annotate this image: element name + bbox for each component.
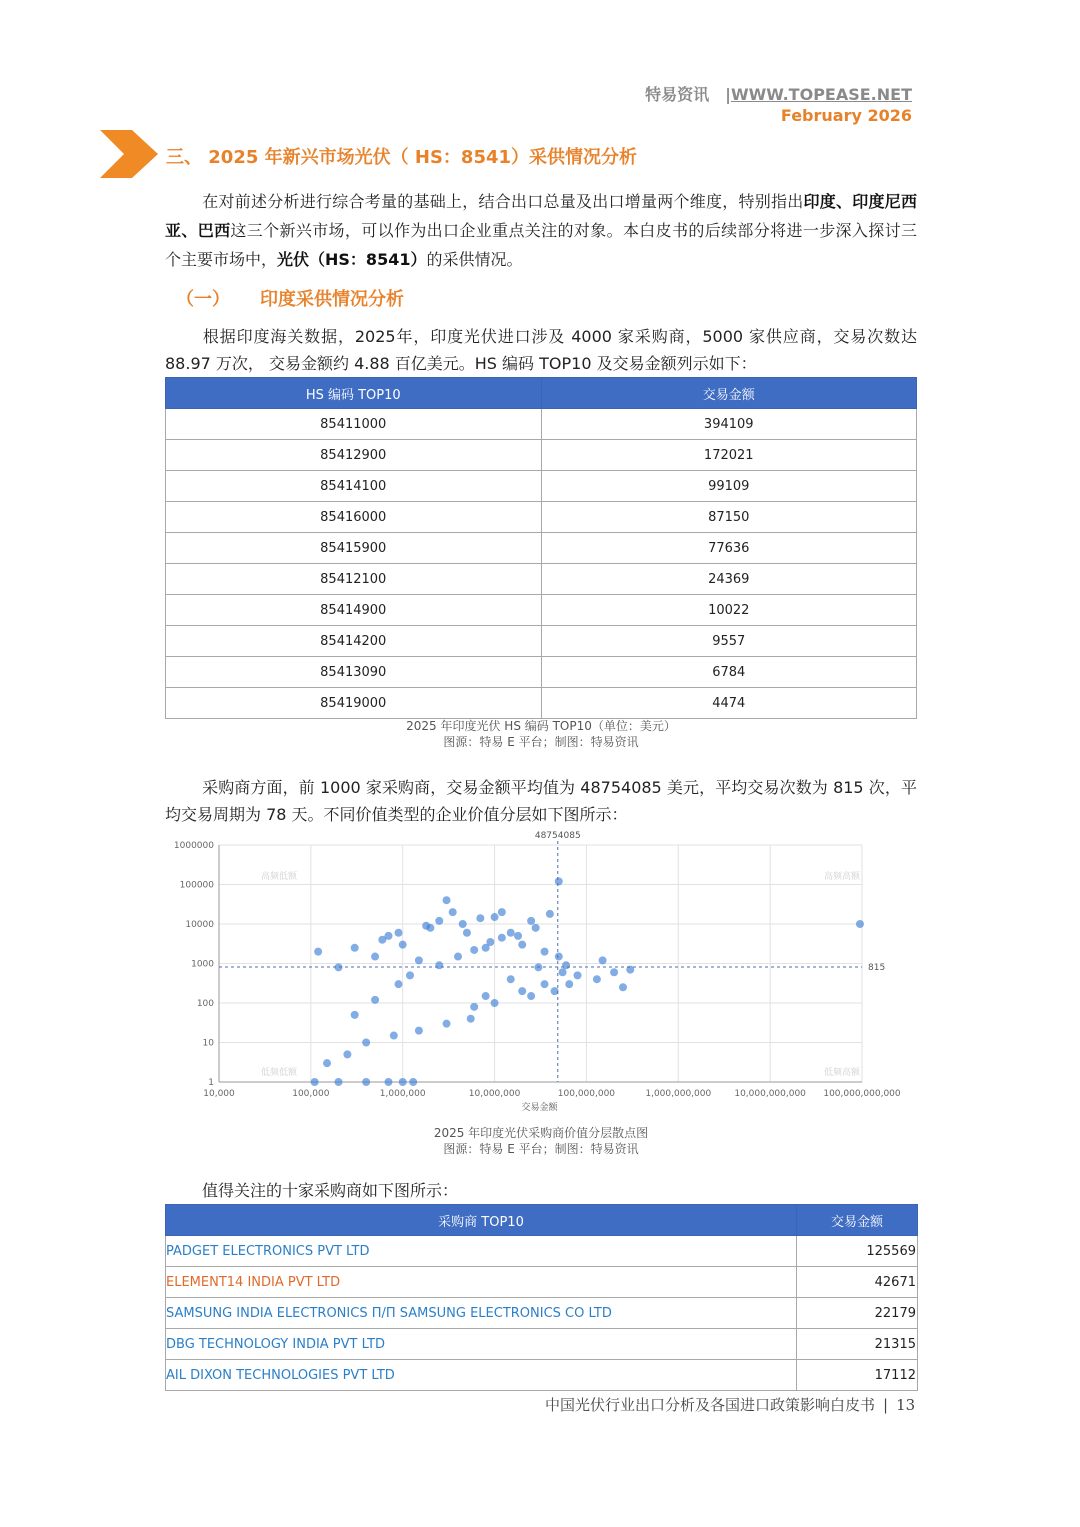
- scatter-point: [476, 914, 484, 922]
- hs-code-cell: 85415900: [166, 533, 542, 564]
- scatter-point: [491, 999, 499, 1007]
- x-axis-title: 交易金额: [521, 1103, 558, 1113]
- intro-highlight-hs: 光伏（HS：8541）: [277, 250, 427, 269]
- table-row: [166, 1360, 918, 1391]
- table-header-row: [166, 378, 917, 409]
- table-row: [166, 626, 917, 657]
- buyer-text: 采购商方面，前 1000 家采购商，交易金额平均值为 48754085 美元，平均交易次数为 815 次，平均交易周期为 78 天。不同价值类型的企业价值分层如下图所示：: [165, 778, 917, 824]
- y-tick-label: 10000: [185, 920, 214, 930]
- hs-code-cell: 85414200: [166, 626, 542, 657]
- intro-text-a: 在对前述分析进行综合考量的基础上，结合出口总量及出口增量两个维度，特别指出: [202, 192, 804, 211]
- x-tick-label: 10,000: [203, 1089, 235, 1099]
- scatter-point: [856, 920, 864, 928]
- scatter-point: [415, 956, 423, 964]
- scatter-point: [371, 953, 379, 961]
- amount-cell: 42671: [797, 1267, 918, 1298]
- amount-cell: 77636: [541, 533, 917, 564]
- scatter-point: [390, 1032, 398, 1040]
- scatter-point: [351, 944, 359, 952]
- scatter-point: [619, 983, 627, 991]
- scatter-point: [498, 908, 506, 916]
- scatter-point: [443, 896, 451, 904]
- buyer-value-scatter-chart: [165, 826, 917, 1118]
- y-tick-label: 1: [208, 1078, 214, 1088]
- intro-text-e: 的采供情况。: [426, 250, 523, 269]
- x-tick-label: 10,000,000: [468, 1089, 521, 1099]
- amount-cell: 6784: [541, 657, 917, 688]
- amount-cell: 21315: [797, 1329, 918, 1360]
- table-row: [166, 688, 917, 719]
- table-row: [166, 502, 917, 533]
- quadrant-label-bottom-left: 低频低额: [260, 1068, 298, 1078]
- scatter-point: [399, 941, 407, 949]
- hs-code-cell: 85413090: [166, 657, 542, 688]
- table-row: [166, 1267, 918, 1298]
- header-date: February 2026: [780, 106, 912, 125]
- scatter-point: [562, 961, 570, 969]
- table-row: [166, 409, 917, 440]
- scatter-point: [409, 1078, 417, 1086]
- scatter-point: [514, 932, 522, 940]
- amount-cell: 9557: [541, 626, 917, 657]
- intro-highlight-markets: 印度、印度尼西亚、巴西: [165, 192, 917, 240]
- scatter-point: [399, 1078, 407, 1086]
- scatter-point: [555, 953, 563, 961]
- scatter-point: [395, 929, 403, 937]
- chart-caption: [165, 1125, 917, 1157]
- hs-code-cell: 85412100: [166, 564, 542, 595]
- x-tick-label: 100,000,000: [557, 1089, 616, 1099]
- intro-paragraph: [165, 187, 917, 274]
- footer-title: 中国光伏行业出口分析及各国进口政策影响白皮书: [545, 1396, 876, 1414]
- hs-code-table: [165, 377, 917, 719]
- x-tick-label: 100,000: [292, 1089, 330, 1099]
- table-row: [166, 657, 917, 688]
- india-paragraph: [165, 323, 917, 377]
- quadrant-label-top-right: 高频高额: [823, 872, 861, 882]
- footer-separator: |: [883, 1396, 889, 1414]
- scatter-point: [541, 948, 549, 956]
- scatter-point: [482, 992, 490, 1000]
- india-text: 根据印度海关数据，2025年，印度光伏进口涉及 4000 家采购商，5000 家供应商，交易次数达 88.97 万次， 交易金额约 4.88 百亿美元。HS 编码 TOP10 及交易金额列示如下：: [165, 327, 917, 373]
- brand-name: 特易资讯: [645, 85, 710, 104]
- subsection-text: 印度采供情况分析: [260, 289, 404, 310]
- y-tick-label: 10: [202, 1038, 214, 1049]
- scatter-point: [415, 1027, 423, 1035]
- scatter-point: [546, 910, 554, 918]
- hs-code-cell: 85419000: [166, 688, 542, 719]
- scatter-point: [507, 975, 515, 983]
- top-buyers-paragraph: [165, 1176, 917, 1205]
- scatter-point: [507, 929, 515, 937]
- scatter-point: [435, 961, 443, 969]
- buyer-name-link[interactable]: AIL DIXON TECHNOLOGIES PVT LTD: [166, 1360, 797, 1391]
- scatter-point: [565, 980, 573, 988]
- y-tick-label: 100: [196, 999, 214, 1009]
- table-row: [166, 595, 917, 626]
- scatter-point: [449, 908, 457, 916]
- scatter-point: [541, 980, 549, 988]
- mean-x-label: 48754085: [534, 831, 581, 841]
- subsection-title: [176, 285, 404, 311]
- scatter-point: [463, 929, 471, 937]
- y-tick-label: 1000: [191, 959, 214, 970]
- scatter-point: [443, 1020, 451, 1028]
- brand-url-link[interactable]: WWW.TOPEASE.NET: [730, 85, 912, 104]
- y-tick-label: 100000: [179, 880, 214, 891]
- scatter-point: [454, 953, 462, 961]
- table-row: [166, 440, 917, 471]
- amount-cell: 99109: [541, 471, 917, 502]
- scatter-point: [491, 913, 499, 921]
- scatter-point: [555, 877, 563, 885]
- table-header-row: [166, 1205, 918, 1236]
- y-tick-label: 1000000: [173, 841, 214, 851]
- scatter-point: [532, 924, 540, 932]
- amount-cell: 394109: [541, 409, 917, 440]
- scatter-point: [435, 917, 443, 925]
- x-tick-label: 1,000,000: [379, 1089, 426, 1099]
- scatter-point: [314, 948, 322, 956]
- column-header-amount: 交易金额: [541, 378, 917, 409]
- amount-cell: 172021: [541, 440, 917, 471]
- scatter-point: [518, 941, 526, 949]
- buyer-table: [165, 1204, 918, 1391]
- scatter-point: [527, 917, 535, 925]
- page-number: 13: [896, 1396, 916, 1414]
- table-row: [166, 1298, 918, 1329]
- quadrant-label-bottom-right: 低频高额: [823, 1068, 861, 1078]
- buyer-name-link[interactable]: DBG TECHNOLOGY INDIA PVT LTD: [166, 1329, 797, 1360]
- scatter-point: [470, 1003, 478, 1011]
- scatter-point: [559, 968, 567, 976]
- scatter-point: [599, 956, 607, 964]
- brand-separator: |: [725, 85, 731, 104]
- hs-code-cell: 85411000: [166, 409, 542, 440]
- scatter-point: [467, 1015, 475, 1023]
- hs-code-cell: 85414900: [166, 595, 542, 626]
- scatter-point: [335, 1078, 343, 1086]
- hs-caption-title: 2025 年印度光伏 HS 编码 TOP10（单位：美元）: [406, 719, 676, 733]
- scatter-point: [351, 1011, 359, 1019]
- column-header-hs: HS 编码 TOP10: [166, 378, 542, 409]
- amount-cell: 22179: [797, 1298, 918, 1329]
- top-buyers-text: 值得关注的十家采购商如下图所示：: [202, 1181, 459, 1200]
- scatter-point: [610, 968, 618, 976]
- quadrant-label-top-left: 高频低额: [260, 872, 298, 882]
- table-row: [166, 1329, 918, 1360]
- scatter-point: [470, 946, 478, 954]
- scatter-point: [395, 980, 403, 988]
- scatter-point: [422, 922, 430, 930]
- scatter-point: [406, 971, 414, 979]
- header-brand: [645, 82, 912, 105]
- scatter-point: [459, 920, 467, 928]
- scatter-point: [323, 1059, 331, 1067]
- table-row: [166, 471, 917, 502]
- table-row: [166, 533, 917, 564]
- buyer-name-link[interactable]: SAMSUNG INDIA ELECTRONICS П/П SAMSUNG ELECTRONICS CO LTD: [166, 1298, 797, 1329]
- scatter-point: [378, 936, 386, 944]
- chart-caption-title: 2025 年印度光伏采购商价值分层散点图: [433, 1126, 649, 1140]
- scatter-point: [574, 971, 582, 979]
- amount-cell: 87150: [541, 502, 917, 533]
- scatter-point: [311, 1078, 319, 1086]
- column-header-buyer: 采购商 TOP10: [166, 1205, 797, 1236]
- table-row: [166, 1236, 918, 1267]
- chevron-arrow-icon: [100, 130, 158, 178]
- chart-caption-source: 图源：特易 E 平台；制图：特易资讯: [443, 1142, 639, 1156]
- scatter-point: [384, 1078, 392, 1086]
- buyer-paragraph: [165, 774, 917, 828]
- section-title: 三、 2025 年新兴市场光伏（ HS：8541）采供情况分析: [166, 147, 638, 168]
- scatter-point: [498, 934, 506, 942]
- hs-code-cell: 85416000: [166, 502, 542, 533]
- scatter-point: [518, 987, 526, 995]
- amount-cell: 4474: [541, 688, 917, 719]
- scatter-point: [527, 992, 535, 1000]
- hs-table-caption: [165, 718, 917, 750]
- mean-y-label: 815: [868, 963, 886, 974]
- scatter-point: [371, 996, 379, 1004]
- scatter-point: [486, 938, 494, 946]
- scatter-point: [362, 1078, 370, 1086]
- buyer-name-link[interactable]: ELEMENT14 INDIA PVT LTD: [166, 1267, 797, 1298]
- hs-code-cell: 85412900: [166, 440, 542, 471]
- amount-cell: 10022: [541, 595, 917, 626]
- amount-cell: 125569: [797, 1236, 918, 1267]
- amount-cell: 24369: [541, 564, 917, 595]
- hs-caption-source: 图源：特易 E 平台；制图：特易资讯: [443, 735, 639, 749]
- x-tick-label: 1,000,000,000: [645, 1089, 712, 1099]
- scatter-point: [362, 1039, 370, 1047]
- amount-cell: 17112: [797, 1360, 918, 1391]
- buyer-name-link[interactable]: PADGET ELECTRONICS PVT LTD: [166, 1236, 797, 1267]
- page-footer: [545, 1394, 915, 1415]
- column-header-amount: 交易金额: [797, 1205, 918, 1236]
- scatter-point: [593, 975, 601, 983]
- subsection-number: （一）: [176, 289, 230, 310]
- hs-code-cell: 85414100: [166, 471, 542, 502]
- table-row: [166, 564, 917, 595]
- x-tick-label: 10,000,000,000: [734, 1089, 806, 1099]
- intro-text-c: 这三个新兴市场，可以作为出口企业重点关注的对象。本白皮书的后续部分将进一步深入探讨三个主要市场中，: [165, 221, 917, 269]
- x-tick-label: 100,000,000,000: [823, 1089, 901, 1099]
- scatter-point: [343, 1050, 351, 1058]
